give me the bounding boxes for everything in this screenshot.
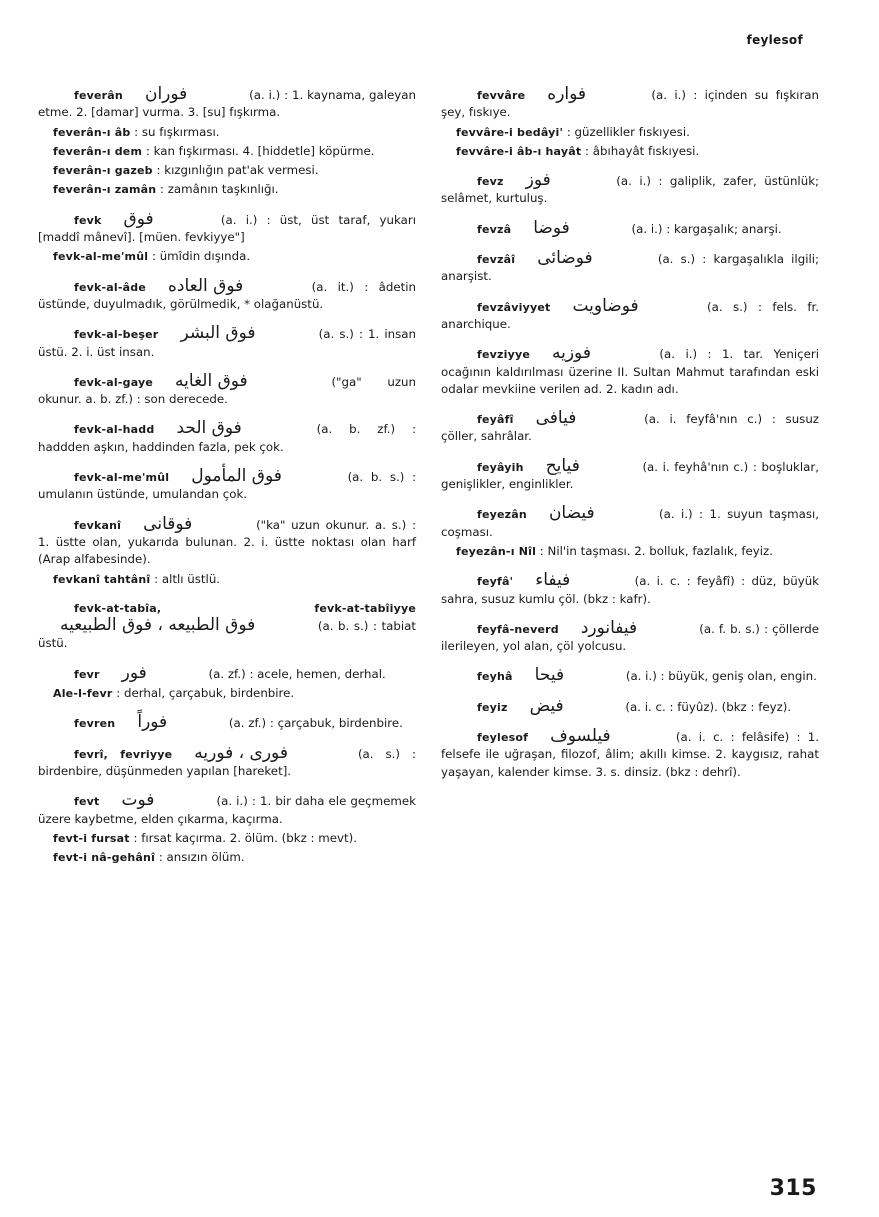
arabic-script: فوران: [144, 84, 188, 104]
arabic-script: فوقانى: [143, 513, 193, 534]
definition: : âbıhayât fıskıyesi.: [585, 143, 700, 158]
dictionary-entry: [441, 695, 819, 716]
dictionary-entry: [38, 662, 416, 683]
definition: : güzellikler fıskıyesi.: [566, 124, 690, 139]
headword: fevvâre-i âb-ı hayât: [456, 144, 582, 158]
headword: feverân-ı dem: [53, 144, 143, 158]
headword: feverân: [74, 89, 123, 102]
headword: fevren: [74, 717, 116, 731]
definition: : kızgınlığın pat'ak vermesi.: [156, 163, 319, 178]
dictionary-entry: [38, 208, 416, 247]
definition: : ansızın ölüm.: [158, 850, 245, 865]
definition: : kan fışkırması. 4. [hiddetle] köpürme.: [145, 143, 375, 158]
headword: fevk-al-âde: [74, 280, 147, 294]
headword: fevt-i fursat: [53, 831, 130, 845]
arabic-script: فواره: [547, 84, 587, 104]
headword: fevziyye: [477, 348, 530, 362]
headword: fevk-al-hadd: [74, 423, 155, 437]
dictionary-entry: [38, 325, 416, 361]
arabic-script: فوق الحد: [176, 418, 242, 439]
arabic-script: فيضان: [548, 503, 595, 524]
definition: ("ga" uzun okunur. a. b. zf.) : son derecede.: [38, 374, 416, 407]
arabic-script: فيحا: [534, 665, 565, 686]
arabic-script: فوق الغايه: [175, 370, 248, 391]
headword: fevzâ: [477, 222, 512, 236]
definition: (a. s.) : birdenbire, düşünmeden yapılan [hareket].: [38, 746, 416, 778]
headword: fevk-al-gaye: [74, 375, 154, 389]
running-head: feylesof: [746, 33, 803, 47]
dictionary-entry: [441, 86, 819, 122]
definition: ("ka" uzun okunur. a. s.) : 1. üstte olan, yukarıda bulunan. 2. i. üstte noktası olan harf (Arap alfabesinde).: [38, 517, 416, 567]
arabic-script: فيفاء: [535, 570, 571, 591]
dictionary-entry: [38, 275, 416, 314]
definition: (a. i. feyhâ'nın c.) : boşluklar, genişlikler, enginlikler.: [441, 459, 819, 492]
headword: fevt: [74, 795, 100, 809]
arabic-script: فوضا: [533, 217, 570, 238]
headword: fevk: [74, 213, 102, 227]
definition: : altlı üstlü.: [154, 571, 221, 586]
definition: (a. i.) : 1. bir daha ele geçmemek üzere kaybetme, elden çıkarma, kaçırma.: [38, 794, 416, 826]
headword: fevkanî: [74, 518, 122, 532]
dictionary-entry: [441, 410, 819, 446]
sub-entry: [441, 543, 819, 560]
dictionary-entry: [38, 513, 416, 569]
definition: : zamânın taşkınlığı.: [160, 182, 279, 197]
headword: fevvâre: [477, 89, 526, 102]
arabic-script: فوراً: [137, 712, 168, 733]
headword: fevk-at-tabîa, fevk-at-tabîiyye: [74, 601, 416, 615]
left-column: [38, 86, 416, 866]
dictionary-entry: [38, 792, 416, 828]
arabic-script: فوضائى: [537, 248, 593, 269]
headword: feyâfî: [477, 413, 514, 427]
dictionary-entry: [441, 505, 819, 541]
headword: fevzâviyyet: [477, 300, 551, 314]
definition: : Nil'in taşması. 2. bolluk, fazlalık, feyiz.: [539, 543, 773, 558]
arabic-script: فوق البشر: [180, 323, 256, 344]
definition: (a. i.) : galiplik, zafer, üstünlük; selâmet, kurtuluş.: [441, 174, 819, 206]
arabic-script: فوزيه: [552, 343, 591, 364]
headword: feverân-ı zamân: [53, 183, 157, 197]
headword: fevk-al-me'mûl: [53, 250, 149, 264]
headword: fevz: [477, 175, 504, 189]
sub-entry: [38, 248, 416, 265]
definition: : fırsat kaçırma. 2. ölüm. (bkz : mevt).: [133, 830, 357, 845]
definition: (a. i. c. : feyâfî) : düz, büyük sahra, susuz kumlu çöl. (bkz : kafr).: [441, 574, 819, 606]
sub-entry: [38, 162, 416, 179]
headword: feverân-ı gazeb: [53, 164, 153, 178]
dictionary-entry: [38, 86, 416, 122]
arabic-script: فيلسوف: [550, 726, 611, 747]
headword: fevvâre-i bedâyi': [456, 125, 564, 139]
sub-entry: [38, 685, 416, 702]
definition: (a. zf.) : acele, hemen, derhal.: [204, 666, 386, 681]
dictionary-entry: [38, 600, 416, 653]
sub-entry: [38, 143, 416, 160]
headword: feyiz: [477, 700, 508, 714]
headword: fevk-al-beşer: [74, 328, 159, 342]
dictionary-entry: [38, 742, 416, 781]
dictionary-entry: [441, 617, 819, 656]
definition: (a. i. feyfâ'nın c.) : susuz çöller, sahrâlar.: [441, 412, 819, 444]
definition: (a. f. b. s.) : çöllerde ilerileyen, yol alan, çöl yolcusu.: [441, 621, 819, 654]
headword: feyfâ': [477, 575, 514, 589]
definition: (a. s.) : 1. insan üstü. 2. i. üst insan.: [38, 327, 416, 359]
definition: (a. b. s.) : tabiat üstü.: [38, 619, 416, 651]
definition: (a. i. c. : felâsife) : 1. felsefe ile uğraşan, filozof, âlim; akıllı kimse. 2. kaygısız, rahat yaşayan, kalender kimse. 3. s. dinsiz. (bkz : dehrî).: [441, 730, 819, 779]
sub-entry: [441, 143, 819, 160]
definition: (a. i.) : kargaşalık; anarşi.: [627, 221, 782, 236]
definition: (a. zf.) : çarçabuk, birdenbire.: [225, 716, 403, 731]
arabic-script: فوق: [123, 208, 154, 229]
definition: (a. s.) : fels. fr. anarchique.: [441, 299, 819, 331]
dictionary-entry: [441, 295, 819, 334]
dictionary-entry: [441, 728, 819, 781]
headword: Ale-l-fevr: [53, 687, 113, 701]
headword: fevkanî tahtânî: [53, 572, 151, 586]
dictionary-entry: [38, 714, 416, 732]
right-column: [441, 86, 819, 781]
definition: (a. i.) : büyük, geniş olan, engin.: [622, 669, 817, 684]
definition: (a. i.) : 1. suyun taşması, coşması.: [441, 507, 819, 539]
headword: feylesof: [477, 731, 529, 745]
headword: feverân-ı âb: [53, 125, 131, 139]
dictionary-entry: [441, 250, 819, 286]
dictionary-entry: [441, 345, 819, 398]
definition: (a. i.) : 1. tar. Yeniçeri ocağının kaldırılması üzerine II. Sultan Mahmut tarafından eski odalar mevkiine verilen ad. 2. kadın adı.: [441, 347, 819, 396]
dictionary-entry: [441, 667, 819, 685]
sub-entry: [38, 830, 416, 847]
sub-entry: [441, 124, 819, 141]
dictionary-entry: [38, 370, 416, 409]
arabic-script: فوق العاده: [168, 275, 244, 296]
sub-entry: [38, 849, 416, 866]
arabic-script: فيافى: [535, 408, 577, 429]
definition: (a. i. c. : füyûz). (bkz : feyz).: [621, 699, 792, 714]
arabic-script: فوق المأمول: [191, 466, 282, 487]
definition: (a. i.) : üst, üst taraf, yukarı [maddî mânevî]. [müen. fevkiyye"]: [38, 212, 416, 245]
headword: feyezân-ı Nîl: [456, 544, 537, 558]
arabic-script: فيايح: [545, 455, 580, 476]
headword: feyfâ-neverd: [477, 622, 559, 636]
definition: (a. b. zf.) : haddden aşkın, haddinden fazla, pek çok.: [38, 422, 416, 454]
definition: : ümîdin dışında.: [151, 249, 251, 264]
arabic-script: فيفانورد: [580, 617, 638, 638]
sub-entry: [38, 181, 416, 198]
sub-entry: [38, 124, 416, 141]
headword: fevk-al-me'mûl: [74, 471, 170, 485]
arabic-script: فوق الطبيعه ، فوق الطبيعيه: [60, 615, 256, 636]
headword: fevzâî: [477, 253, 516, 267]
dictionary-entry: [441, 455, 819, 494]
headword: fevrî, fevriyye: [74, 747, 173, 761]
definition: (a. i.) : içinden su fışkıran şey, fıskıye.: [441, 88, 819, 120]
arabic-script: فورى ، فوريه: [194, 742, 288, 763]
headword: fevt-i nâ-gehânî: [53, 851, 156, 865]
dictionary-entry: [441, 217, 819, 238]
headword: feyezân: [477, 508, 527, 522]
definition: (a. s.) : kargaşalıkla ilgili; anarşist.: [441, 252, 819, 284]
dictionary-entry: [38, 468, 416, 504]
arabic-script: فيض: [529, 695, 564, 716]
headword: feyhâ: [477, 670, 513, 684]
page-number: 315: [769, 1176, 817, 1201]
dictionary-entry: [441, 172, 819, 208]
definition: (a. it.) : âdetin üstünde, duyulmadık, görülmedik, * olağanüstü.: [38, 279, 416, 311]
definition: : derhal, çarçabuk, birdenbire.: [116, 686, 295, 701]
headword: fevr: [74, 667, 100, 681]
definition: : su fışkırması.: [134, 124, 220, 139]
sub-entry: [38, 571, 416, 588]
dictionary-entry: [38, 420, 416, 456]
dictionary-entry: [441, 572, 819, 608]
arabic-script: فوت: [121, 790, 155, 811]
arabic-script: فور: [121, 662, 147, 683]
definition: (a. b. s.) : umulanın üstünde, umulandan çok.: [38, 470, 416, 502]
arabic-script: فوضاويت: [572, 295, 639, 316]
headword: feyâyih: [477, 460, 524, 474]
definition: (a. i.) : 1. kaynama, galeyan etme. 2. [damar] vurma. 3. [su] fışkırma.: [38, 88, 416, 120]
arabic-script: فوز: [525, 170, 551, 191]
